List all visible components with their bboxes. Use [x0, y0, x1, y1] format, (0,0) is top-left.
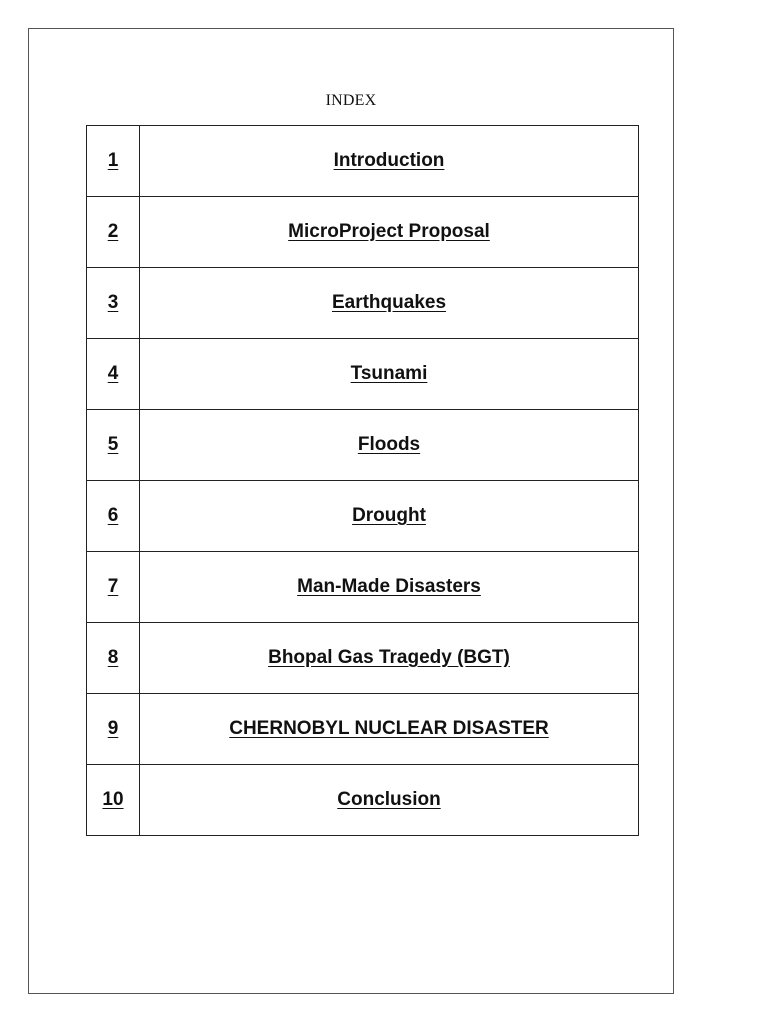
row-number-cell: [87, 197, 140, 268]
row-topic-cell: [140, 410, 639, 481]
table-row: [87, 765, 639, 836]
row-number-cell: [87, 694, 140, 765]
row-number-cell: [87, 268, 140, 339]
index-table: [86, 125, 639, 836]
row-number-cell: [87, 765, 140, 836]
page-title: INDEX: [325, 92, 377, 109]
row-topic-cell: [140, 126, 639, 197]
row-topic: Drought: [352, 505, 426, 526]
row-number-cell: [87, 339, 140, 410]
row-topic: MicroProject Proposal: [288, 221, 490, 242]
row-number-cell: [87, 552, 140, 623]
table-row: [87, 623, 639, 694]
row-number: 9: [107, 718, 119, 739]
row-topic-cell: [140, 481, 639, 552]
row-number: 7: [107, 576, 119, 597]
row-number: 1: [107, 150, 119, 171]
row-topic-cell: [140, 197, 639, 268]
row-topic-cell: [140, 765, 639, 836]
row-topic: Introduction: [333, 150, 445, 171]
row-number: 4: [107, 363, 119, 384]
row-number: 2: [107, 221, 119, 242]
row-number: 10: [102, 789, 124, 810]
row-topic: Man-Made Disasters: [297, 576, 481, 597]
row-topic: Bhopal Gas Tragedy (BGT): [268, 647, 510, 668]
row-number-cell: [87, 481, 140, 552]
table-row: [87, 197, 639, 268]
row-number-cell: [87, 410, 140, 481]
table-row: [87, 339, 639, 410]
row-topic: Earthquakes: [331, 292, 447, 313]
row-number-cell: [87, 126, 140, 197]
table-row: [87, 481, 639, 552]
row-topic: Tsunami: [350, 363, 428, 384]
table-row: [87, 552, 639, 623]
row-number: 5: [107, 434, 119, 455]
document-page: [28, 28, 674, 994]
row-number: 8: [107, 647, 119, 668]
row-topic: Conclusion: [337, 789, 441, 810]
row-number: 3: [107, 292, 119, 313]
row-topic-cell: [140, 552, 639, 623]
row-topic-cell: [140, 339, 639, 410]
table-row: [87, 410, 639, 481]
row-topic: CHERNOBYL NUCLEAR DISASTER: [229, 718, 549, 739]
table-row: [87, 268, 639, 339]
row-topic-cell: [140, 694, 639, 765]
table-row: [87, 126, 639, 197]
table-row: [87, 694, 639, 765]
row-number: 6: [107, 505, 119, 526]
row-topic-cell: [140, 623, 639, 694]
row-topic: Floods: [357, 434, 421, 455]
row-topic-cell: [140, 268, 639, 339]
row-number-cell: [87, 623, 140, 694]
